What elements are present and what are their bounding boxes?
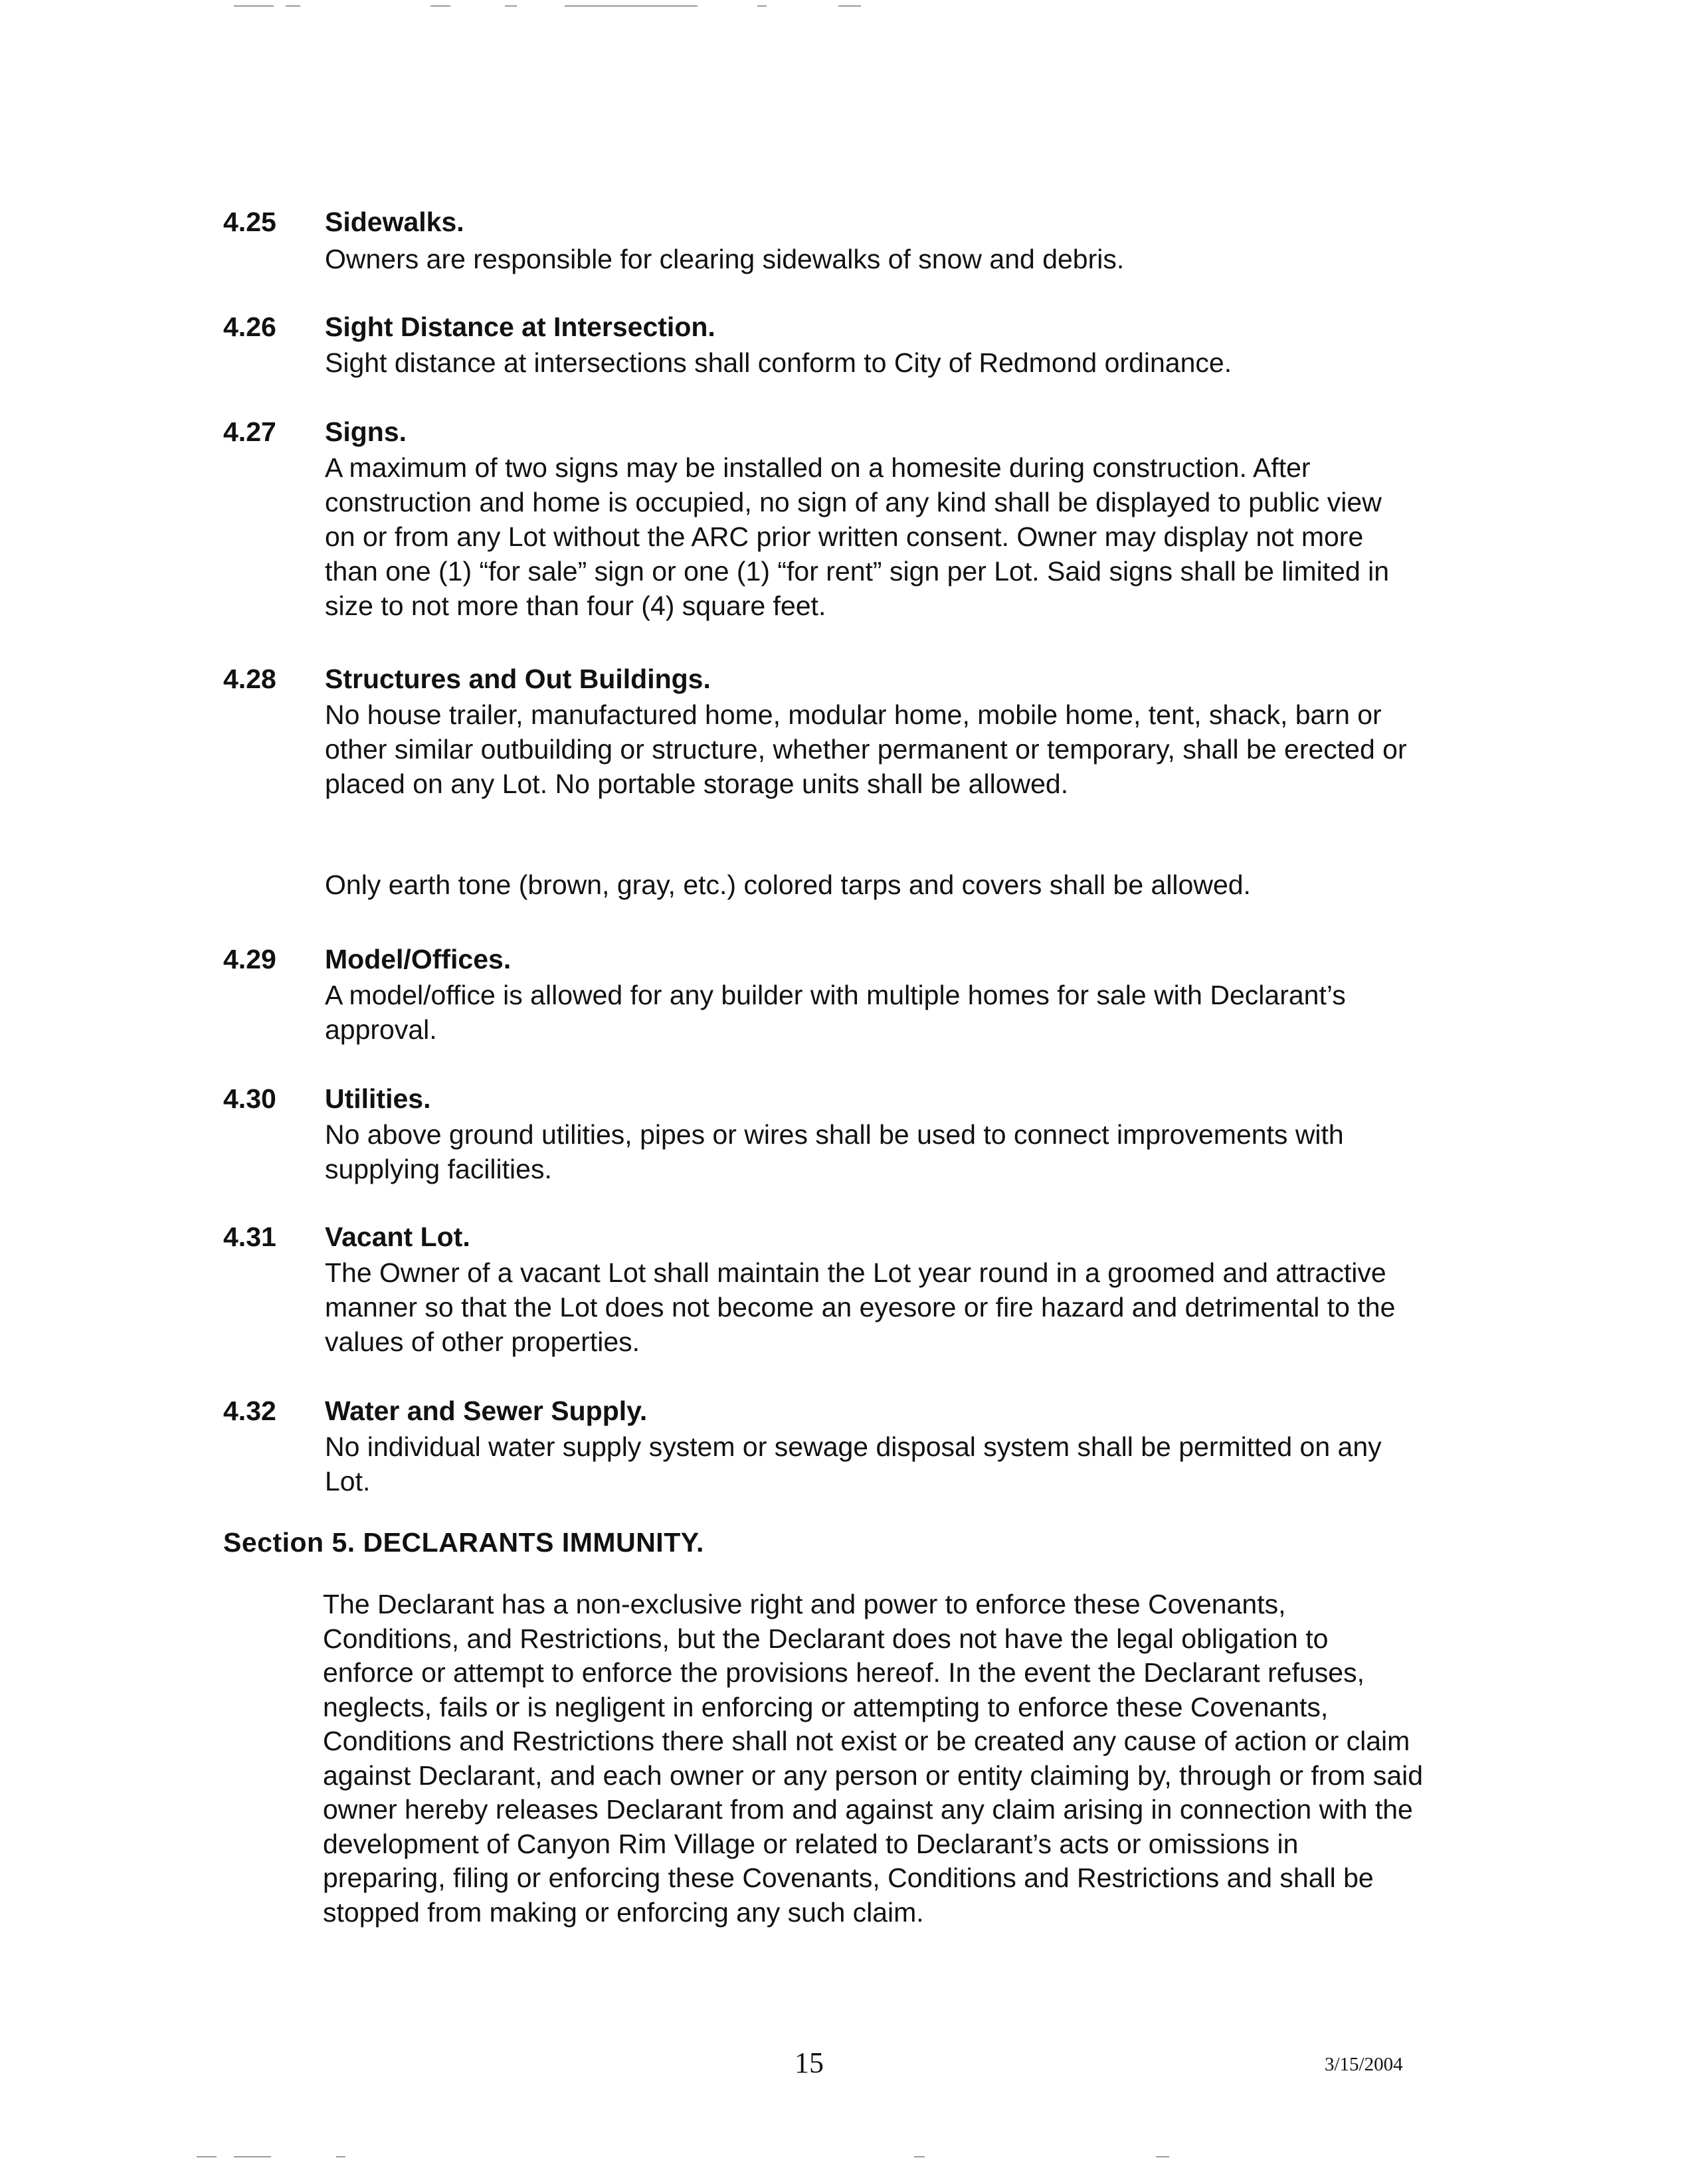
- section-number: 4.27: [223, 416, 276, 447]
- section-number: 4.30: [223, 1083, 276, 1114]
- section-paragraph: Owners are responsible for clearing sidewalks of snow and debris.: [325, 244, 1125, 274]
- page-number: 15: [795, 2047, 824, 2079]
- section-number: 4.32: [223, 1396, 276, 1426]
- section-heading: Model/Offices.: [325, 944, 512, 974]
- section-paragraph: No individual water supply system or sewage disposal system shall be permitted on any Lot.: [325, 1431, 1382, 1497]
- section-number: 4.29: [223, 944, 276, 974]
- section-5-body: The Declarant has a non-exclusive right and power to enforce these Covenants, Conditions, and Restrictions, but the Declarant does not have the legal obligation to enforce or attempt to enforce the provisions hereof. In the event the Declarant refuses, neglects, fails or is negligent in enforcing or attempting to enforce these Covenants, Conditions and Restrictions there shall not exist or be created any cause of action or claim against Declarant, and each owner or any person or entity claiming by, through or from said owner hereby releases Declarant from and against any claim arising in connection with the development of Canyon Rim Village or related to Declarant’s acts or omissions in preparing, filing or enforcing these Covenants, Conditions and Restrictions and shall be stopped from making or enforcing any such claim.: [323, 1589, 1424, 1928]
- section-heading: Water and Sewer Supply.: [325, 1396, 648, 1426]
- section-paragraph: No above ground utilities, pipes or wires shall be used to connect improvements with supplying facilities.: [325, 1119, 1344, 1184]
- section-paragraph: A maximum of two signs may be installed on a homesite during construction. After construction and home is occupied, no sign of any kind shall be displayed to public view on or from any Lot without the ARC prior written consent. Owner may display not more than one (1) “for sale” sign or one (1) “for rent” sign per Lot. Said signs shall be limited in size to not more than four (4) square feet.: [325, 452, 1390, 621]
- section-number: 4.31: [223, 1222, 276, 1252]
- scan-artifact-bottom: [0, 2156, 1690, 2169]
- section-paragraph: Sight distance at intersections shall conform to City of Redmond ordinance.: [325, 347, 1232, 378]
- section-number: 4.26: [223, 312, 276, 342]
- section-heading: Vacant Lot.: [325, 1222, 470, 1252]
- section-5-heading: Section 5. DECLARANTS IMMUNITY.: [223, 1527, 704, 1558]
- section-heading: Sight Distance at Intersection.: [325, 312, 715, 342]
- footer-date: 3/15/2004: [1325, 2054, 1403, 2075]
- section-paragraph: The Owner of a vacant Lot shall maintain the Lot year round in a groomed and attractive manner so that the Lot does not become an eyesore or fire hazard and detrimental to the values of other properties.: [325, 1257, 1396, 1357]
- section-heading: Signs.: [325, 416, 407, 447]
- section-number: 4.25: [223, 207, 276, 237]
- section-paragraph: A model/office is allowed for any builder with multiple homes for sale with Declarant’s approval.: [325, 980, 1346, 1045]
- section-number: 4.28: [223, 664, 276, 694]
- section-heading: Structures and Out Buildings.: [325, 664, 711, 694]
- section-paragraph: No house trailer, manufactured home, modular home, mobile home, tent, shack, barn or other similar outbuilding or structure, whether permanent or temporary, shall be erected or placed on any Lot. No portable storage units shall be allowed.: [325, 699, 1407, 799]
- section-heading: Utilities.: [325, 1083, 431, 1114]
- section-paragraph: Only earth tone (brown, gray, etc.) colored tarps and covers shall be allowed.: [325, 869, 1251, 900]
- section-heading: Sidewalks.: [325, 207, 464, 237]
